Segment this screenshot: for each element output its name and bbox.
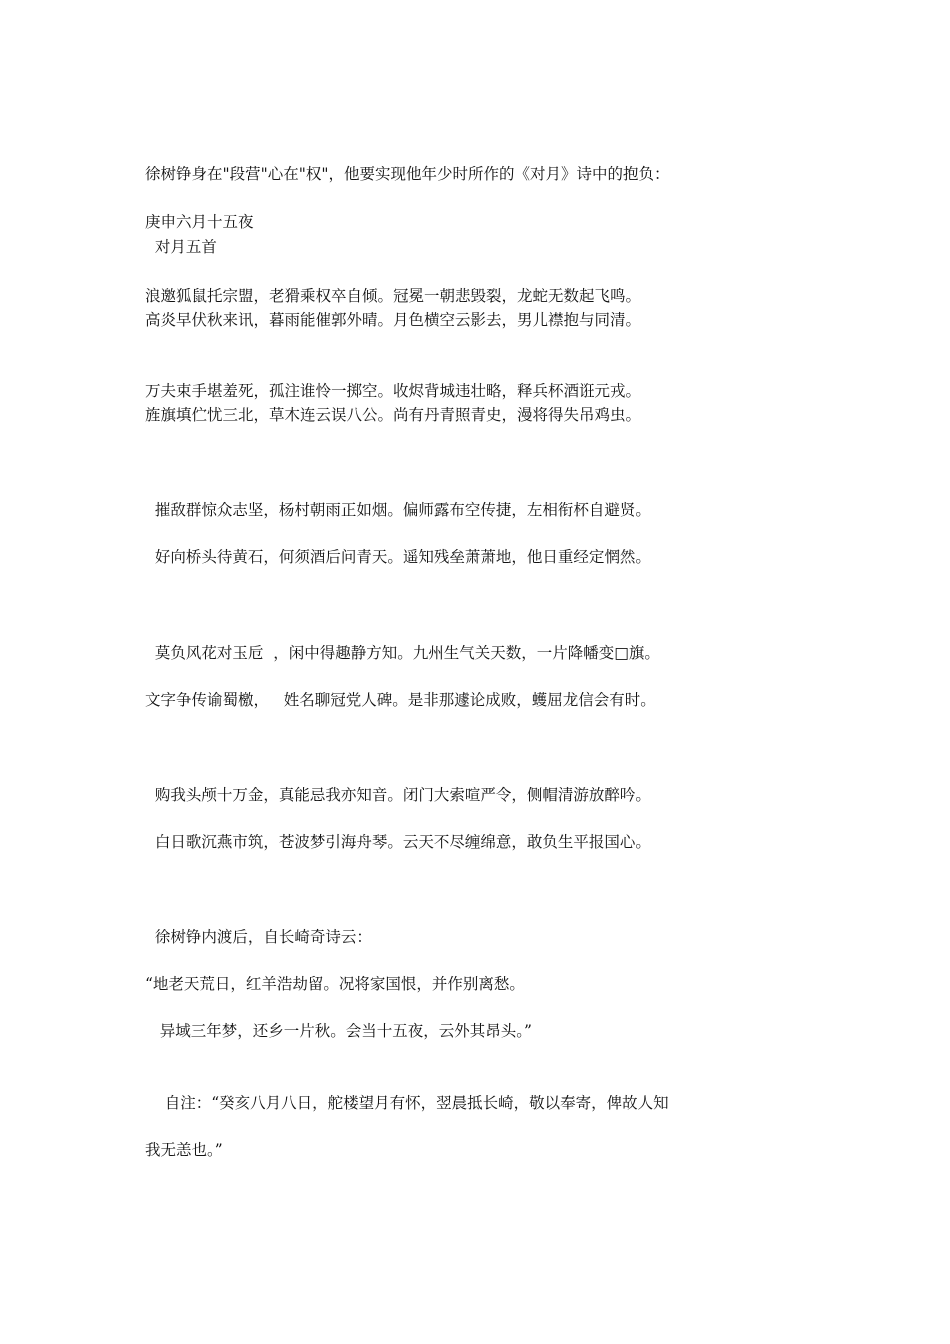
poem-4-line-2: 文字争传谕蜀檄， 姓名聊冠党人碑。是非那遽论成败，蠖屈龙信会有时。 bbox=[145, 691, 656, 709]
verse-line-2: 异域三年梦，还乡一片秋。会当十五夜，云外其昂头。” bbox=[145, 1022, 532, 1040]
poem-2-line-1: 万夫束手堪羞死，孤注谁怜一掷空。收烬背城违壮略，释兵杯酒诳元戎。 bbox=[145, 382, 642, 400]
note-line-1: 自注：“癸亥八月八日，舵楼望月有怀，翌晨抵长崎，敬以奉寄，俾故人知 bbox=[145, 1094, 669, 1112]
poem-title: 对月五首 bbox=[145, 238, 217, 256]
poem-5-line-2: 白日歌沉燕市筑，苍波梦引海舟琴。云天不尽缠绵意，敢负生平报国心。 bbox=[145, 833, 651, 851]
poem-3-line-1: 摧敌群惊众志坚，杨村朝雨正如烟。偏师露布空传捷，左相衔杯自避贤。 bbox=[145, 501, 651, 519]
narrative-paragraph: 徐树铮内渡后，自长崎奇诗云： bbox=[145, 928, 372, 946]
verse-line-1: “地老天荒日，红羊浩劫留。况将家国恨，并作别离愁。 bbox=[145, 975, 525, 993]
intro-paragraph: 徐树铮身在"段营"心在"权"，他要实现他年少时所作的《对月》诗中的抱负： bbox=[145, 165, 670, 183]
poem-1-line-2: 高炎早伏秋来讯，暮雨能催郭外晴。月色横空云影去，男儿襟抱与同清。 bbox=[145, 311, 642, 329]
poem-4-line-1: 莫负风花对玉卮 ，闲中得趣静方知。九州生气关天数，一片降幡变□旗。 bbox=[145, 644, 660, 662]
poem-3-line-2: 好向桥头待黄石，何须酒后问青天。遥知残垒萧萧地，他日重经定惘然。 bbox=[145, 548, 651, 566]
poem-2-line-2: 旌旗填伫忧三北，草木连云误八公。尚有丹青照青史，漫将得失吊鸡虫。 bbox=[145, 406, 642, 424]
note-line-2: 我无恙也。” bbox=[145, 1141, 223, 1159]
poem-5-line-1: 购我头颅十万金，真能忌我亦知音。闭门大索喧严令，侧帽清游放醉吟。 bbox=[145, 786, 651, 804]
poem-date-line: 庚申六月十五夜 bbox=[145, 213, 254, 231]
poem-1-line-1: 浪邀狐鼠托宗盟，老猾乘权卒自倾。冠冕一朝悲毁裂，龙蛇无数起飞鸣。 bbox=[145, 287, 642, 305]
